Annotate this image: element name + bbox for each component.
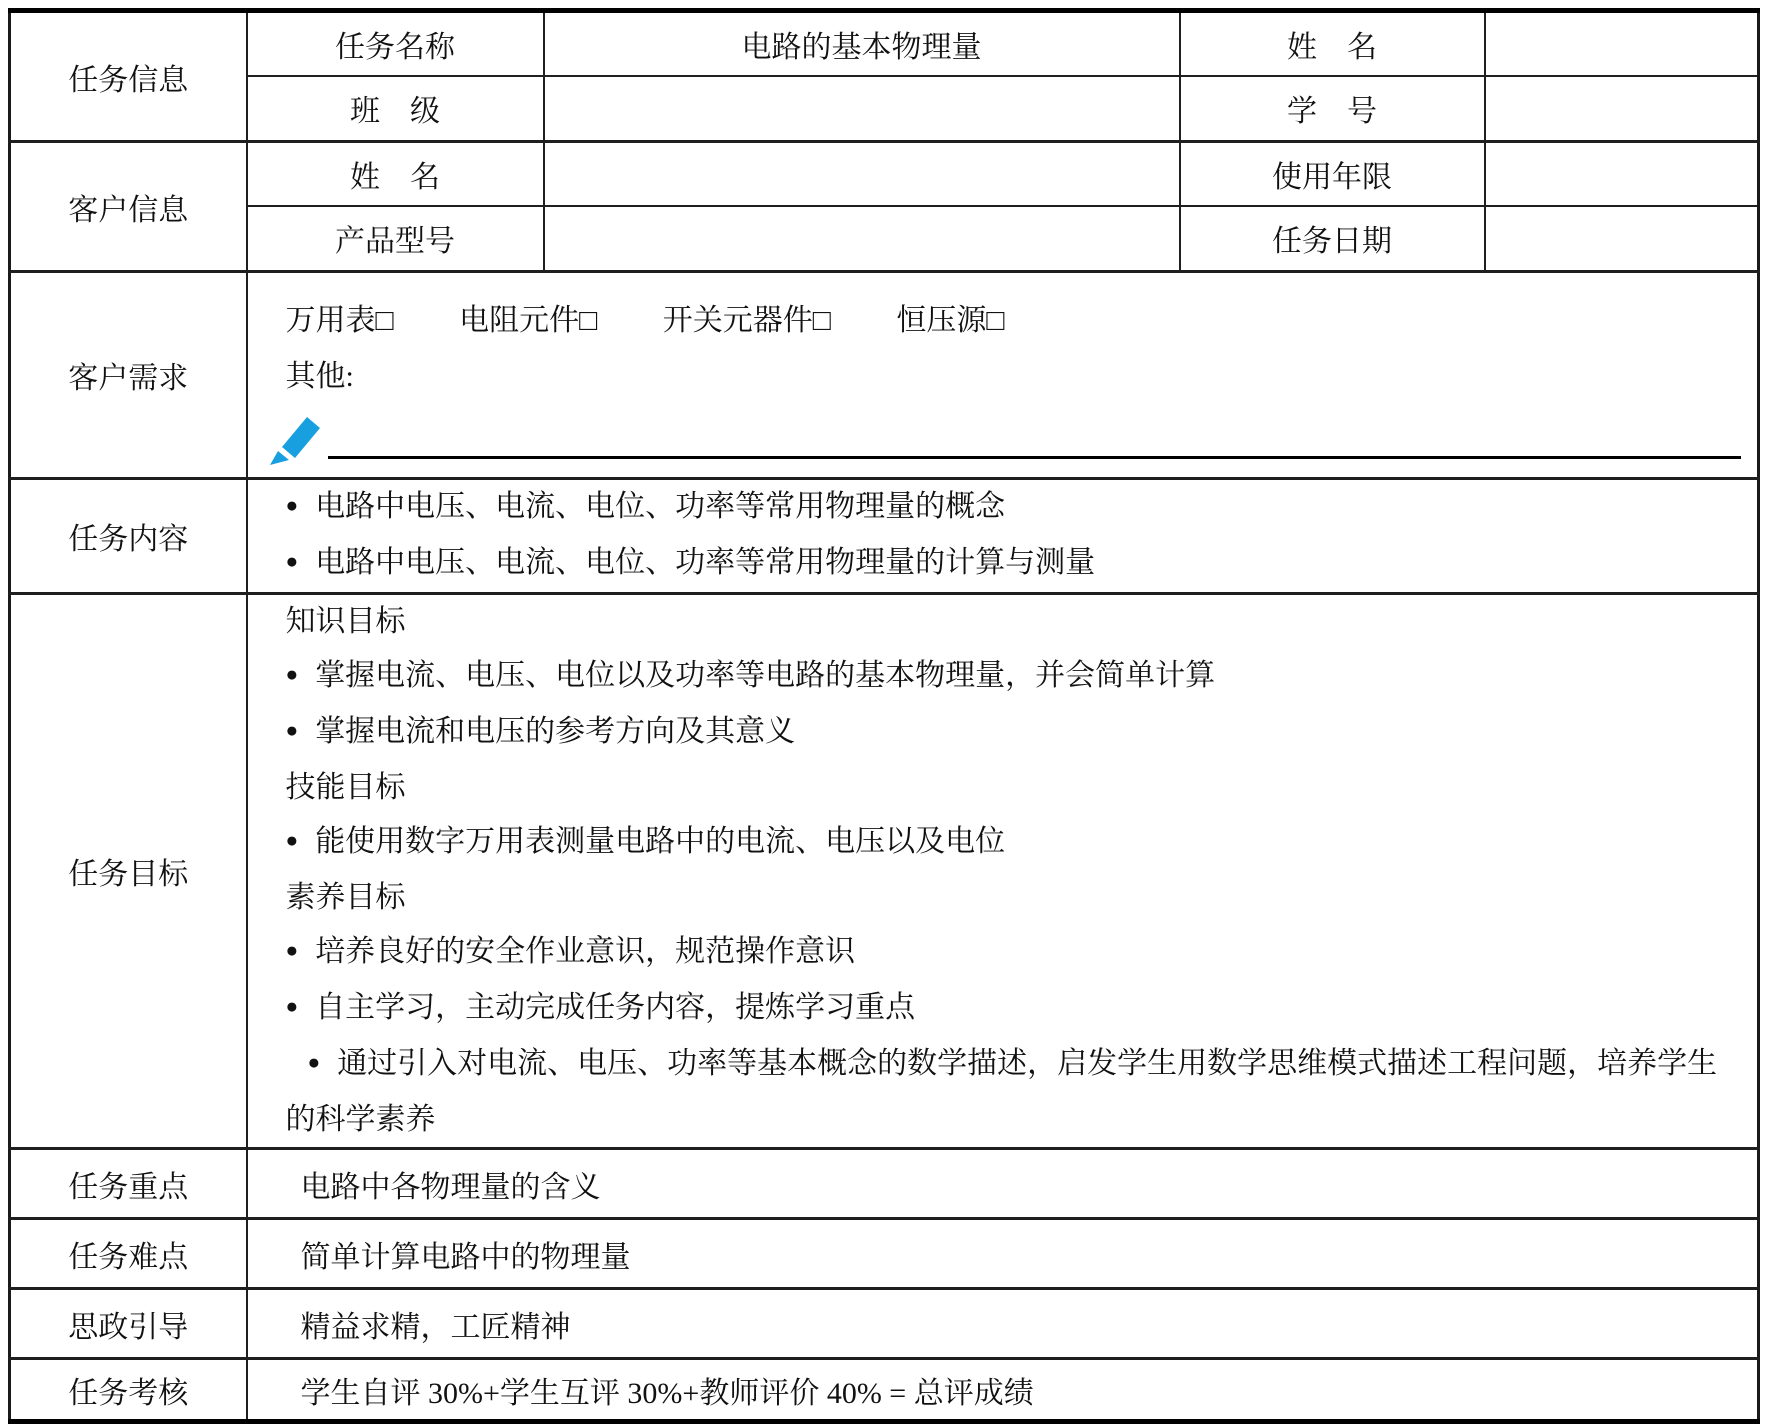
content-bullet: ● 电路中电压、电流、电位、功率等常用物理量的计算与测量 [248,536,1758,592]
row-label-key-point: 任务重点 [10,1149,247,1219]
table-row [10,479,1759,594]
field-value-customer-name-blank [544,142,1180,206]
goal-bullet: ● 自主学习，主动完成任务内容，提炼学习重点 [248,981,1758,1037]
table-row [10,11,1759,76]
checkbox-option-voltage-source: 恒压源□ [896,304,1005,337]
goal-bullet: ● 培养良好的安全作业意识，规范操作意识 [248,925,1758,981]
table-row [10,1219,1759,1289]
field-label-usage-years: 使用年限 [1180,142,1485,206]
row-label-goals: 任务目标 [10,594,247,1149]
goal-heading-quality: 素养目标 [285,881,406,914]
table-row [10,206,1759,272]
row-label-customer-info: 客户信息 [10,142,247,272]
field-label-student-id: 学 号 [1180,76,1485,142]
content-bullet: ● 电路中电压、电流、电位、功率等常用物理量的概念 [248,480,1758,536]
goal-bullet: ● 能使用数字万用表测量电路中的电流、电压以及电位 [248,815,1758,871]
checkbox-option-multimeter: 万用表□ [285,304,394,337]
key-point-text: 电路中各物理量的含义 [247,1149,1759,1219]
field-value-class-blank [544,76,1180,142]
field-value-student-id-blank [1485,76,1759,142]
goal-heading-knowledge: 知识目标 [285,605,406,638]
field-label-task-name: 任务名称 [247,11,544,76]
field-value-task-date-blank [1485,206,1759,272]
field-value-student-name-blank [1485,11,1759,76]
field-label-product-model: 产品型号 [247,206,544,272]
goal-bullet: ● 通过引入对电流、电压、功率等基本概念的数学描述，启发学生用数学思维模式描述工程问题，培养学生的科学素养 [248,1037,1758,1147]
goal-heading-skill: 技能目标 [285,771,406,804]
field-value-product-model-blank [544,206,1180,272]
goal-bullet: ● 掌握电流、电压、电位以及功率等电路的基本物理量，并会简单计算 [248,649,1758,705]
field-value-usage-years-blank [1485,142,1759,206]
goals-cell [247,594,1759,1149]
assessment-text: 学生自评 30%+学生互评 30%+教师评价 40% = 总评成绩 [247,1359,1759,1422]
checkbox-option-switch: 开关元器件□ [662,304,831,337]
field-label-customer-name: 姓 名 [247,142,544,206]
field-value-task-name: 电路的基本物理量 [544,11,1180,76]
row-label-content: 任务内容 [10,479,247,594]
pencil-icon [260,413,326,467]
task-sheet-table [8,8,1760,1424]
row-label-difficulty: 任务难点 [10,1219,247,1289]
field-label-student-name: 姓 名 [1180,11,1485,76]
table-row [10,272,1759,479]
table-row [10,142,1759,206]
difficulty-text: 简单计算电路中的物理量 [247,1219,1759,1289]
goal-bullet: ● 掌握电流和电压的参考方向及其意义 [248,705,1758,761]
table-row [10,1149,1759,1219]
checkbox-option-resistor: 电阻元件□ [459,304,598,337]
blank-write-line [328,419,1742,459]
field-label-class: 班 级 [247,76,544,142]
demand-other-label: 其他: [285,360,354,393]
row-label-task-info: 任务信息 [10,11,247,142]
content-cell [247,479,1759,594]
ideology-text: 精益求精，工匠精神 [247,1289,1759,1359]
field-label-task-date: 任务日期 [1180,206,1485,272]
table-row [10,1359,1759,1422]
row-label-demand: 客户需求 [10,272,247,479]
table-row [10,594,1759,1149]
row-label-ideology: 思政引导 [10,1289,247,1359]
row-label-assessment: 任务考核 [10,1359,247,1422]
demand-write-row [248,401,1758,467]
demand-cell [247,272,1759,479]
table-row [10,1289,1759,1359]
table-row [10,76,1759,142]
demand-options [248,273,1758,343]
